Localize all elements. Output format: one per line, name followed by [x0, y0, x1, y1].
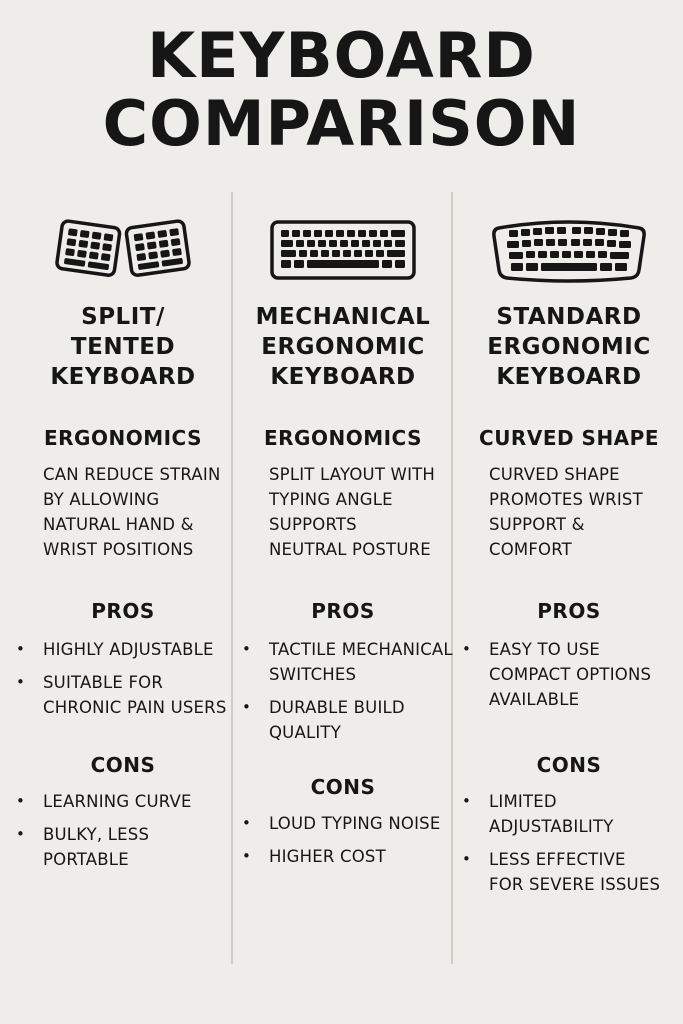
- cons-item: • BULKY, LESS PORTABLE: [16, 822, 192, 872]
- column-split-keyboard: [16, 0, 230, 1024]
- keyboard-name-line: STANDARD: [496, 304, 642, 330]
- keyboard-name: [16, 302, 230, 392]
- cons-item: • LOUD TYPING NOISE: [242, 811, 440, 836]
- cons-heading: CONS: [536, 753, 602, 777]
- pros-list: [462, 637, 651, 720]
- keyboard-name-line: KEYBOARD: [496, 364, 642, 390]
- bullet: •: [242, 814, 252, 832]
- keyboard-name-line: ERGONOMIC: [487, 334, 651, 360]
- feature-line: BY ALLOWING: [43, 490, 160, 509]
- column-mechanical-keyboard: [237, 0, 453, 1024]
- cons-list: [16, 789, 192, 880]
- column-divider: [231, 192, 233, 964]
- bullet: •: [16, 640, 26, 658]
- feature-heading: ERGONOMICS: [263, 426, 423, 450]
- cons-list: [242, 811, 440, 877]
- feature-line: NEUTRAL POSTURE: [269, 540, 431, 559]
- bullet: •: [462, 792, 472, 810]
- bullet: •: [16, 673, 26, 691]
- keyboard-name: [458, 302, 680, 392]
- feature-heading: CURVED SHAPE: [479, 426, 659, 450]
- pros-item: • DURABLE BUILD QUALITY: [242, 695, 453, 745]
- cons-item: • LIMITED ADJUSTABILITY: [462, 789, 660, 839]
- feature-line: COMFORT: [489, 540, 572, 559]
- keyboard-name-line: SPLIT/: [81, 304, 165, 330]
- pros-item: • TACTILE MECHANICAL SWITCHES: [242, 637, 453, 687]
- pros-list: [16, 637, 227, 728]
- feature-description: [43, 462, 221, 562]
- keyboard-name-line: MECHANICAL: [255, 304, 431, 330]
- pros-item: • SUITABLE FOR CHRONIC PAIN USERS: [16, 670, 227, 720]
- bullet: •: [16, 825, 26, 843]
- cons-item: • LEARNING CURVE: [16, 789, 192, 814]
- feature-heading: ERGONOMICS: [43, 426, 203, 450]
- split-keyboard-icon: [16, 214, 230, 286]
- column-divider: [451, 192, 453, 964]
- page-title-line-2: COMPARISON: [102, 87, 581, 160]
- page-title-line-1: KEYBOARD: [147, 19, 536, 92]
- feature-line: SUPPORTS: [269, 515, 357, 534]
- mechanical-keyboard-icon: [237, 214, 449, 286]
- keyboard-name-line: ERGONOMIC: [261, 334, 425, 360]
- feature-line: PROMOTES WRIST: [489, 490, 643, 509]
- pros-item: • HIGHLY ADJUSTABLE: [16, 637, 227, 662]
- bullet: •: [16, 792, 26, 810]
- bullet: •: [242, 698, 252, 716]
- bullet: •: [462, 850, 472, 868]
- curved-keyboard-icon: [458, 214, 680, 286]
- feature-line: SPLIT LAYOUT WITH: [269, 465, 436, 484]
- pros-list: [242, 637, 453, 753]
- column-standard-keyboard: [458, 0, 680, 1024]
- keyboard-name: [237, 302, 449, 392]
- feature-line: CAN REDUCE STRAIN: [43, 465, 221, 484]
- pros-heading: PROS: [537, 599, 601, 623]
- feature-description: [269, 462, 435, 562]
- pros-item: • EASY TO USE COMPACT OPTIONS AVAILABLE: [462, 637, 651, 712]
- cons-heading: CONS: [310, 775, 376, 799]
- feature-line: TYPING ANGLE: [269, 490, 393, 509]
- pros-heading: PROS: [311, 599, 375, 623]
- keyboard-name-line: KEYBOARD: [270, 364, 416, 390]
- keyboard-name-line: TENTED: [70, 334, 176, 360]
- cons-heading: CONS: [90, 753, 156, 777]
- feature-line: NATURAL HAND &: [43, 515, 194, 534]
- cons-list: [462, 789, 660, 905]
- keyboard-name-line: KEYBOARD: [50, 364, 196, 390]
- bullet: •: [462, 640, 472, 658]
- feature-line: SUPPORT &: [489, 515, 585, 534]
- bullet: •: [242, 847, 252, 865]
- cons-item: • LESS EFFECTIVE FOR SEVERE ISSUES: [462, 847, 660, 897]
- pros-heading: PROS: [91, 599, 155, 623]
- feature-line: CURVED SHAPE: [489, 465, 620, 484]
- feature-description: [489, 462, 643, 562]
- cons-item: • HIGHER COST: [242, 844, 440, 869]
- bullet: •: [242, 640, 252, 658]
- feature-line: WRIST POSITIONS: [43, 540, 194, 559]
